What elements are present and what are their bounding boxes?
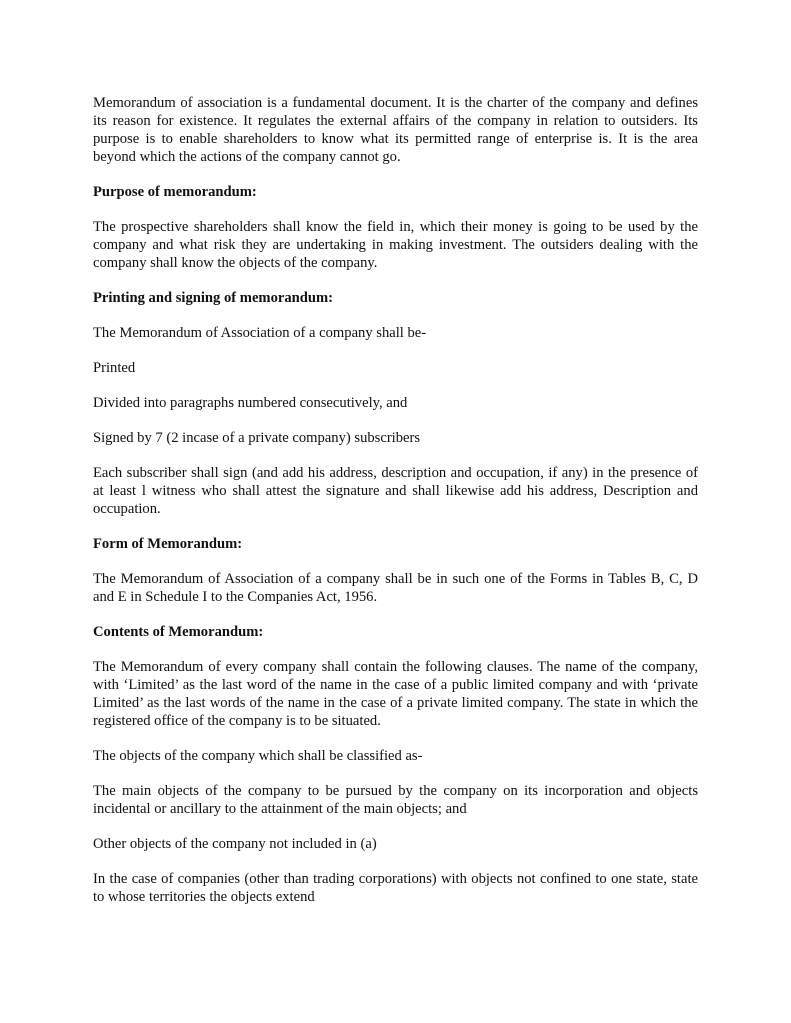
- main-objects-paragraph: The main objects of the company to be pursued by the company on its incorporation and objects incidental or ancillary to the attainment of the main objects; and: [93, 783, 698, 817]
- form-heading: Form of Memorandum:: [93, 536, 243, 552]
- subscriber-paragraph: Each subscriber shall sign (and add his address, description and occupation, if any) in the presence of at least l witness who shall attest the signature and shall likewise add his address, Description and occupation.: [93, 465, 698, 517]
- printing-item-printed: Printed: [93, 360, 136, 376]
- contents-paragraph: The Memorandum of every company shall contain the following clauses. The name of the company, with ‘Limited’ as the last word of the name in the case of a public limited company and with ‘private Limited’ as the last words of the name in the case of a private limited company. The state in which the registered office of the company is to be situated.: [93, 659, 698, 729]
- printing-heading: Printing and signing of memorandum:: [93, 290, 334, 306]
- contents-heading: Contents of Memorandum:: [93, 624, 264, 640]
- form-paragraph: The Memorandum of Association of a company shall be in such one of the Forms in Tables B, C, D and E in Schedule I to the Companies Act, 1956.: [93, 571, 698, 605]
- objects-intro-paragraph: The objects of the company which shall be classified as-: [93, 748, 423, 764]
- purpose-heading: Purpose of memorandum:: [93, 184, 257, 200]
- purpose-paragraph: The prospective shareholders shall know the field in, which their money is going to be used by the company and what risk they are undertaking in making investment. The outsiders dealing with the company shall know the objects of the company.: [93, 219, 698, 271]
- other-objects-paragraph: Other objects of the company not included in (a): [93, 836, 377, 852]
- printing-item-divided: Divided into paragraphs numbered consecutively, and: [93, 395, 408, 411]
- intro-paragraph: Memorandum of association is a fundamental document. It is the charter of the company and defines its reason for existence. It regulates the external affairs of the company in relation to outsiders. Its purpose is to enable shareholders to know what its permitted range of enterprise is. It is the area beyond which the actions of the company cannot go.: [93, 95, 698, 165]
- printing-intro-paragraph: The Memorandum of Association of a company shall be-: [93, 325, 427, 341]
- document-page: [93, 94, 698, 906]
- trading-paragraph: In the case of companies (other than trading corporations) with objects not confined to one state, state to whose territories the objects extend: [93, 871, 698, 905]
- printing-item-signed: Signed by 7 (2 incase of a private company) subscribers: [93, 430, 421, 446]
